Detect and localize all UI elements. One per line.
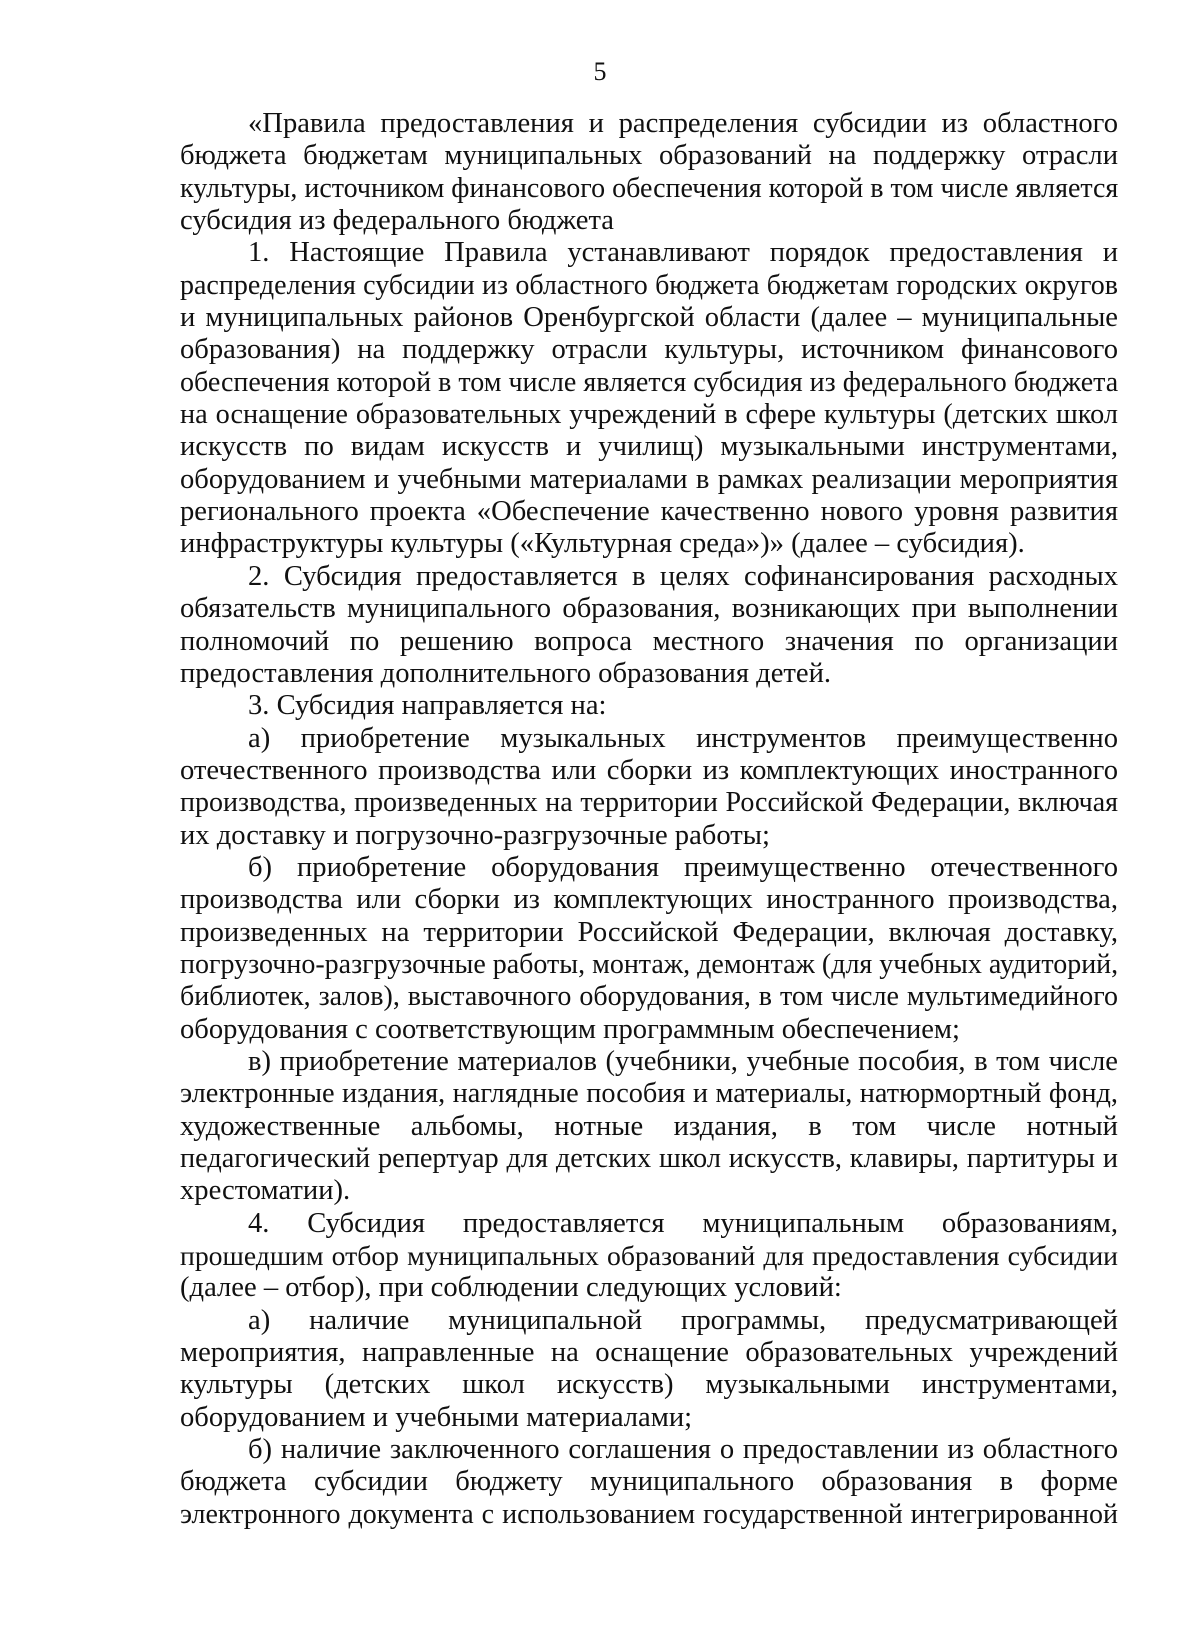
text-line: мероприятия, направленные на оснащение образовательных учреждений [180,1337,1118,1369]
text-line: бюджета субсидии бюджету муниципального образования в форме [180,1466,1118,1498]
page-number: 5 [593,57,607,86]
text-line: (далее – отбор), при соблюдении следующих условий: [180,1272,842,1304]
text-line: культуры, источником финансового обеспечения которой в том числе является [180,172,1119,204]
text-line: 2. Субсидия предоставляется в целях софинансирования расходных [248,560,1118,592]
text-line: оборудованием и учебными материалами; [180,1401,693,1433]
text-line: а) наличие муниципальной программы, предусматривающей [248,1304,1118,1336]
text-line: 1. Настоящие Правила устанавливают порядок предоставления и [248,237,1118,269]
text-line: инфраструктуры культуры («Культурная среда»)» (далее – субсидия). [180,528,1025,560]
text-line: а) приобретение музыкальных инструментов преимущественно [248,722,1118,754]
text-line: и муниципальных районов Оренбургской области (далее – муниципальные [180,302,1118,334]
document-body [180,108,1118,1531]
text-line: «Правила предоставления и распределения субсидии из областного [248,108,1118,139]
text-line: художественные альбомы, нотные издания, в том числе нотный [180,1110,1118,1142]
text-line: электронные издания, наглядные пособия и материалы, натюрмортный фонд, [180,1078,1118,1110]
text-line: оборудованием и учебными материалами в рамках реализации мероприятия [180,463,1118,495]
text-line: бюджета бюджетам муниципальных образований на поддержку отрасли [180,140,1118,172]
text-line: производства, произведенных на территории Российской Федерации, включая [180,787,1118,819]
text-line: б) приобретение оборудования преимущественно отечественного [248,851,1118,883]
text-line: распределения субсидии из областного бюджета бюджетам городских округов [180,269,1118,301]
text-line: хрестоматии). [180,1175,351,1207]
text-line: регионального проекта «Обеспечение качественно нового уровня развития [180,496,1118,528]
text-line: 3. Субсидия направляется на: [248,690,607,722]
text-line: библиотек, залов), выставочного оборудования, в том числе мультимедийного [180,981,1118,1013]
text-line: оборудования с соответствующим программным обеспечением; [180,1013,960,1045]
text-line: предоставления дополнительного образования детей. [180,657,832,689]
text-line: обеспечения которой в том числе является субсидия из федерального бюджета [180,366,1119,398]
text-line: полномочий по решению вопроса местного значения по организации [180,625,1118,657]
text-line: субсидия из федерального бюджета [180,205,614,237]
text-line: педагогический репертуар для детских школ искусств, клавиры, партитуры и [180,1143,1118,1174]
text-line: 4. Субсидия предоставляется муниципальным образованиям, [248,1207,1118,1239]
text-line: б) наличие заключенного соглашения о предоставлении из областного [248,1434,1118,1466]
text-line: электронного документа с использованием государственной интегрированной [180,1498,1118,1530]
text-line: произведенных на территории Российской Федерации, включая доставку, [180,916,1118,948]
text-line: в) приобретение материалов (учебники, учебные пособия, в том числе [248,1045,1118,1077]
text-line: обязательств муниципального образования, возникающих при выполнении [180,593,1118,625]
text-line: на оснащение образовательных учреждений в сфере культуры (детских школ [180,399,1118,431]
text-line: погрузочно-разгрузочные работы, монтаж, демонтаж (для учебных аудиторий, [180,948,1119,980]
text-line: культуры (детских школ искусств) музыкальными инструментами, [180,1369,1118,1401]
text-line: искусств по видам искусств и училищ) музыкальными инструментами, [180,431,1118,463]
text-line: прошедшим отбор муниципальных образований для предоставления субсидии [180,1240,1118,1272]
text-line: их доставку и погрузочно-разгрузочные работы; [180,819,770,851]
text-line: образования) на поддержку отрасли культуры, источником финансового [180,334,1118,366]
text-line: производства или сборки из комплектующих иностранного производства, [180,884,1118,916]
text-line: отечественного производства или сборки из комплектующих иностранного [180,754,1118,786]
